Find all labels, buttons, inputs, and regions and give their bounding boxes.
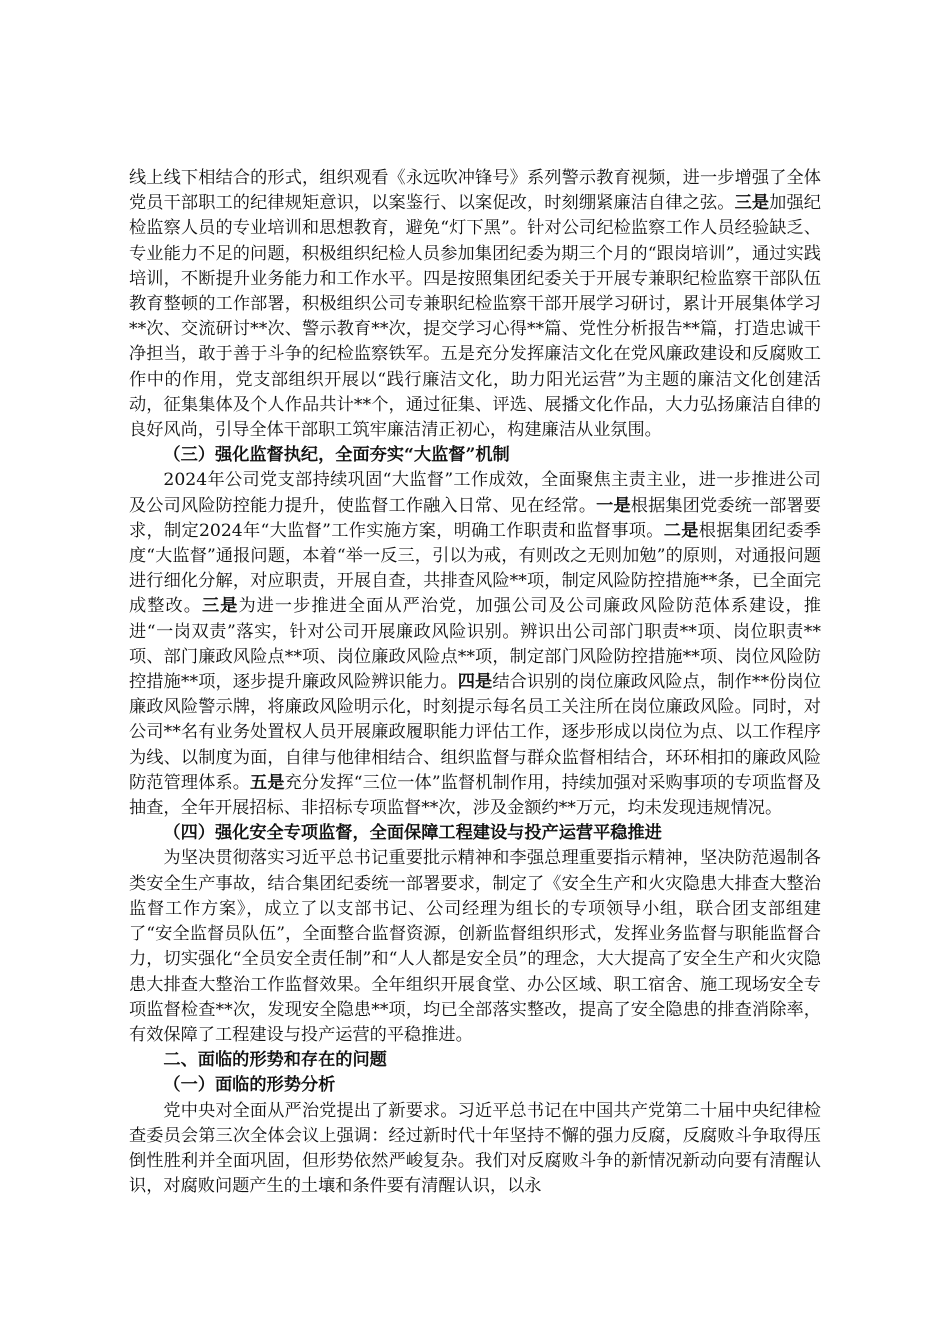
bold-marker: 三是: [201, 596, 239, 617]
heading-section-two: 二、面临的形势和存在的问题: [163, 1050, 387, 1071]
heading-safety: （四）强化安全专项监督，全面保障工程建设与投产运营平稳推进: [163, 823, 662, 844]
text-run: 线上线下相结合的形式，组织观看《永远吹冲锋号》系列警示教育视频，进一步增强了全体党员干部职工的纪律规矩意识，以案鉴行、以案促改，时刻绷紧廉洁自律之弦。: [129, 168, 821, 214]
bold-marker: 三是: [734, 193, 770, 214]
bold-marker: 四是: [457, 672, 493, 693]
paragraph-situation: 党中央对全面从严治党提出了新要求。习近平总书记在中国共产党第二十届中央纪律检查委员会第三次全体会议上强调：经过新时代十年坚持不懈的强力反腐，反腐败斗争取得压倒性胜利并全面巩固，但形势依然严峻复杂。我们对反腐败斗争的新情况新动向要有清醒认识，对腐败问题产生的土壤和条件要有清醒认识，以永: [129, 1100, 821, 1197]
text-run: 2024年公司党支部持续巩固“大监督”工作成效，全面聚焦主责主业，进一步推进公司及公司风险防控能力提升，使监督工作融入日常、见在经常。: [129, 470, 821, 516]
heading-supervision: （三）强化监督执纪，全面夯实“大监督”机制: [163, 445, 510, 466]
text-run: 加强纪检监察人员的专业培训和思想教育，避免“灯下黑”。针对公司纪检监察工作人员经验缺乏、专业能力不足的问题，积极组织纪检人员参加集团纪委为期三个月的“跟岗培训”，通过实践培训，不断提升业务能力和工作水平。四是按照集团纪委关于开展专兼职纪检监察干部队伍教育整顿的工作部署，积极组织公司专兼职纪检监察干部开展学习研讨，累计开展集体学习**次、交流研讨**次、警示教育**次，提交学习心得**篇、党性分析报告**篇，打造忠诚干净担当，敢于善于斗争的纪检监察铁军。五是充分发挥廉洁文化在党风廉政建设和反腐败工作中的作用，党支部组织开展以“践行廉洁文化，助力阳光运营”为主题的廉洁文化创建活动，征集集体及个人作品共计**个，通过征集、评选、展播文化作品，大力弘扬廉洁自律的良好风尚，引导全体干部职工筑牢廉洁清正初心，构建廉洁从业氛围。: [129, 193, 821, 441]
text-run: 结合识别的岗位廉政风险点，制作**份岗位廉政风险警示牌，将廉政风险明示化，时刻提示每名员工关注所在岗位廉政风险。同时，对公司**名有业务处置权人员开展廉政履职能力评估工作，逐步形成以岗位为点、以工作程序为线、以制度为面，自律与他律相结合、组织监督与群众监督相结合，环环相扣的廉政风险防范管理体系。: [129, 672, 821, 793]
paragraph-safety: 为坚决贯彻落实习近平总书记重要批示精神和李强总理重要指示精神，坚决防范遏制各类安全生产事故，结合集团纪委统一部署要求，制定了《安全生产和火灾隐患大排查大整治监督工作方案》，成立了以支部书记、公司经理为组长的专项领导小组，联合团支部组建了“安全监督员队伍”，全面整合监督资源，创新监督组织形式，发挥业务监督与职能监督合力，切实强化“全员安全责任制”和“人人都是安全员”的理念，大大提高了安全生产和火灾隐患大排查大整治工作监督效果。全年组织开展食堂、办公区域、职工宿舍、施工现场安全专项监督检查**次，发现安全隐患**项，均已全部落实整改，提高了安全隐患的排查消除率，有效保障了工程建设与投产运营的平稳推进。: [129, 848, 821, 1045]
paragraph-training: [129, 166, 821, 443]
bold-marker: 一是: [596, 495, 631, 516]
text-run: 充分发挥“三位一体”监督机制作用，持续加强对采购事项的专项监督及抽查，全年开展招标、非招标专项监督**次，涉及金额约**万元，均未发现违规情况。: [129, 772, 821, 819]
bold-marker: 二是: [663, 520, 699, 541]
text-run: 为进一步推进全面从严治党，加强公司及公司廉政风险防范体系建设，推进“一岗双责”落实，针对公司开展廉政风险识别。辨识出公司部门职责**项、岗位职责**项、部门廉政风险点**项、岗位廉政风险点**项，制定部门风险防控措施**项、岗位风险防控措施**项，逐步提升廉政风险辨识能力。: [129, 596, 821, 693]
heading-situation: （一）面临的形势分析: [163, 1075, 336, 1096]
text-run: 根据集团纪委季度“大监督”通报问题，本着“举一反三，引以为戒，有则改之无则加勉”的原则，对通报问题进行细化分解，对应职责，开展自查，共排查风险**项，制定风险防控措施**条，已全面完成整改。: [129, 520, 821, 617]
document-page: [129, 166, 821, 1199]
bold-marker: 五是: [250, 772, 285, 793]
paragraph-supervision: [129, 468, 821, 821]
text-run: 根据集团党委统一部署要求，制定2024年“大监督”工作实施方案，明确工作职责和监督事项。: [129, 495, 821, 541]
